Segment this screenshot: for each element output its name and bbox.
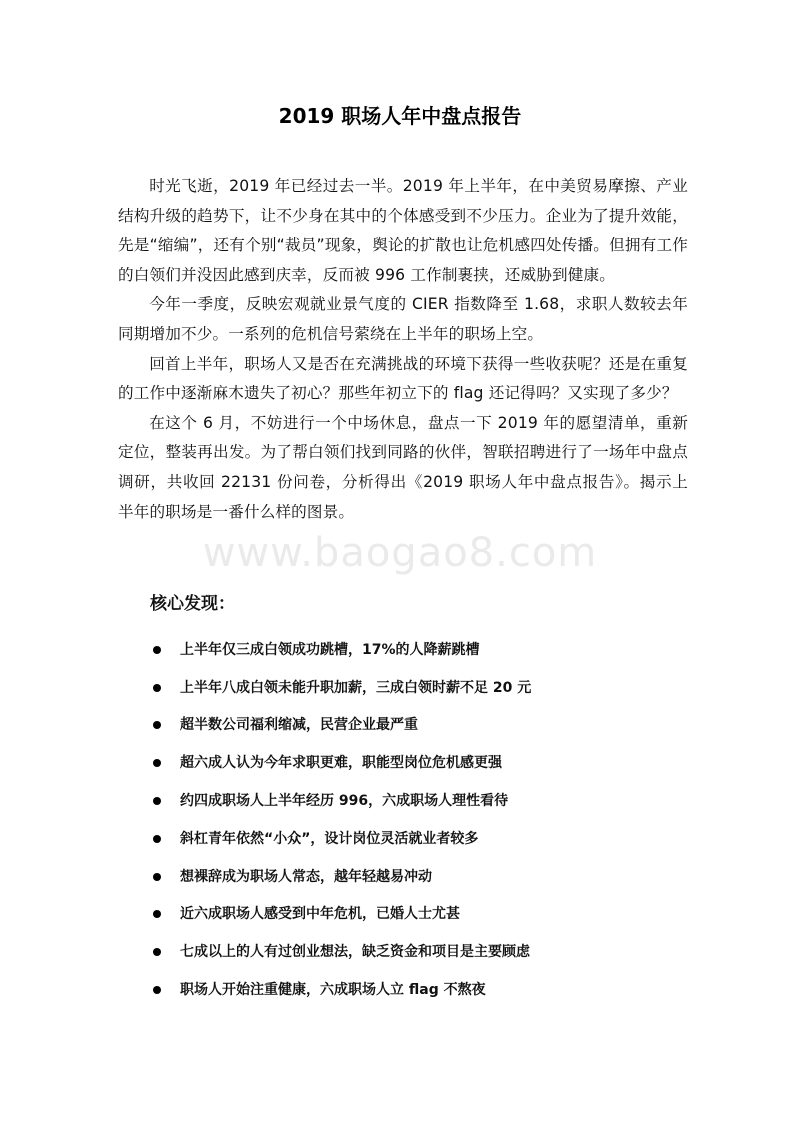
- bullet-icon: [153, 873, 161, 881]
- finding-item: [150, 669, 531, 707]
- bullet-icon: [153, 910, 161, 918]
- bullet-icon: [153, 684, 161, 692]
- bullet-icon: [153, 646, 161, 654]
- finding-text: 上半年八成白领未能升职加薪，三成白领时薪不足 20 元: [180, 679, 532, 696]
- page-title: 2019 职场人年中盘点报告: [278, 104, 522, 128]
- watermark: www.baogao8.com: [202, 530, 598, 576]
- intro-paragraph-1: 时光飞逝，2019 年已经过去一半。2019 年上半年，在中美贸易摩擦、产业结构升级的趋势下，让不少身在其中的个体感受到不少压力。企业为了提升效能，先是“缩编”，还有个别“裁员”现象，舆论的扩散也让危机感四处传播。但拥有工作的白领们并没因此感到庆幸，反而被 996 工作制裹挟，还威胁到健康。: [118, 177, 688, 284]
- bullet-icon: [153, 721, 161, 729]
- finding-text: 斜杠青年依然“小众”，设计岗位灵活就业者较多: [180, 830, 479, 847]
- bullet-icon: [153, 797, 161, 805]
- findings-heading: 核心发现：: [150, 594, 235, 614]
- bullet-icon: [153, 835, 161, 843]
- findings-list: [150, 631, 531, 1009]
- finding-item: [150, 971, 531, 1009]
- finding-item: [150, 707, 531, 745]
- bullet-icon: [153, 948, 161, 956]
- finding-text: 七成以上的人有过创业想法，缺乏资金和项目是主要顾虑: [180, 944, 530, 961]
- finding-item: [150, 933, 531, 971]
- finding-item: [150, 858, 531, 896]
- intro-body: [118, 172, 688, 527]
- finding-text: 想裸辞成为职场人常态，越年轻越易冲动: [180, 868, 432, 885]
- intro-paragraph-4: 在这个 6 月，不妨进行一个中场休息，盘点一下 2019 年的愿望清单，重新定位，整装再出发。为了帮白领们找到同路的伙伴，智联招聘进行了一场年中盘点调研，共收回 22131 份问卷，分析得出《2019 职场人年中盘点报告》。揭示上半年的职场是一番什么样的图景。: [118, 413, 688, 521]
- finding-item: [150, 744, 531, 782]
- bullet-icon: [153, 986, 161, 994]
- finding-text: 近六成职场人感受到中年危机，已婚人士尤甚: [180, 906, 460, 923]
- finding-item: [150, 631, 531, 669]
- finding-text: 约四成职场人上半年经历 996，六成职场人理性看待: [180, 793, 509, 810]
- intro-paragraph-3: 回首上半年，职场人又是否在充满挑战的环境下获得一些收获呢？还是在重复的工作中逐渐麻木遗失了初心？那些年初立下的 flag 还记得吗？又实现了多少？: [118, 354, 688, 403]
- finding-item: [150, 820, 531, 858]
- finding-text: 上半年仅三成白领成功跳槽，17%的人降薪跳槽: [180, 641, 480, 658]
- finding-item: [150, 782, 531, 820]
- finding-text: 职场人开始注重健康，六成职场人立 flag 不熬夜: [180, 982, 486, 999]
- finding-text: 超半数公司福利缩减，民营企业最严重: [180, 717, 418, 734]
- finding-item: [150, 896, 531, 934]
- intro-paragraph-2: 今年一季度，反映宏观就业景气度的 CIER 指数降至 1.68，求职人数较去年同期增加不少。一系列的危机信号萦绕在上半年的职场上空。: [118, 295, 688, 343]
- bullet-icon: [153, 759, 161, 767]
- finding-text: 超六成人认为今年求职更难，职能型岗位危机感更强: [180, 755, 502, 772]
